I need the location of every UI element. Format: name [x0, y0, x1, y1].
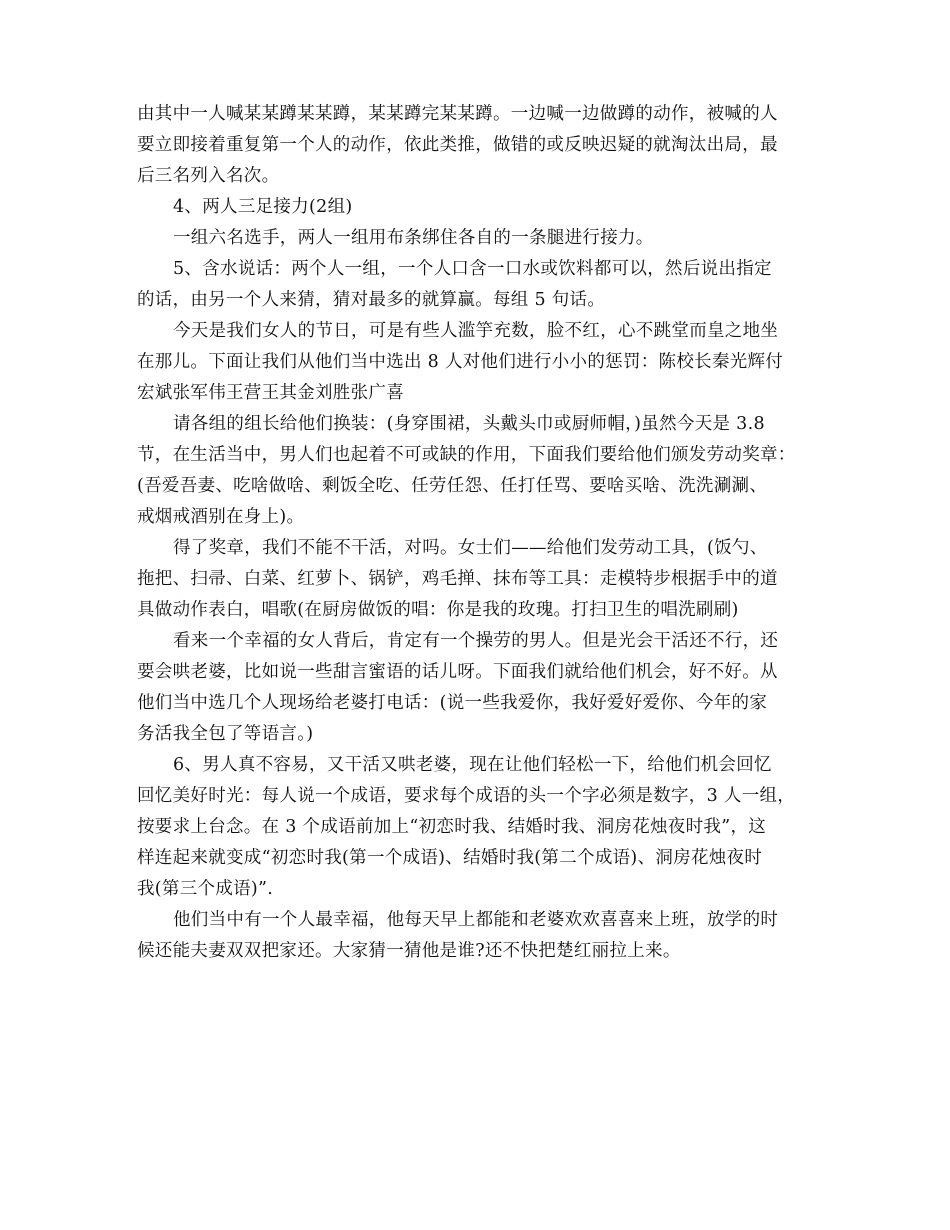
- text-line: 回忆美好时光：每人说一个成语，要求每个成语的头一个字必须是数字，3 人一组，: [137, 786, 796, 806]
- text-line: 请各组的组长给他们换装：(身穿围裙，头戴头巾或厨师帽，)虽然今天是 3.8: [173, 414, 765, 434]
- text-line: 5、含水说话：两个人一组，一个人口含一口水或饮料都可以，然后说出指定: [173, 259, 772, 279]
- text-line: 4、两人三足接力(2组): [173, 197, 353, 217]
- text-line: 候还能夫妻双双把家还。大家猜一猜他是谁?还不快把楚红丽拉上来。: [137, 941, 681, 961]
- text-line: 他们当中有一个人最幸福，他每天早上都能和老婆欢欢喜喜来上班，放学的时: [173, 910, 779, 930]
- text-line: 按要求上台念。在 3 个成语前加上“初恋时我、结婚时我、洞房花烛夜时我”，这: [137, 817, 767, 837]
- text-line: 宏斌张军伟王营王其金刘胜张广喜: [137, 383, 404, 403]
- text-line: 后三名列入名次。: [137, 166, 280, 186]
- text-line: 我(第三个成语)”.: [137, 879, 274, 899]
- document-body: [137, 99, 820, 967]
- paragraph: [137, 254, 820, 316]
- text-line: 要会哄老婆，比如说一些甜言蜜语的话儿呀。下面我们就给他们机会，好不好。从: [137, 662, 778, 682]
- paragraph: [137, 409, 820, 533]
- text-line: 戒烟戒酒别在身上)。: [137, 507, 305, 527]
- text-line: 在那儿。下面让我们从他们当中选出 8 人对他们进行小小的惩罚：陈校长秦光辉付: [137, 352, 784, 372]
- text-line: 节，在生活当中，男人们也起着不可或缺的作用，下面我们要给他们颁发劳动奖章：: [137, 445, 796, 465]
- text-line: 得了奖章，我们不能不干活，对吗。女士们——给他们发劳动工具，(饭勺、: [173, 538, 768, 558]
- text-line: 要立即接着重复第一个人的动作，依此类推，做错的或反映迟疑的就淘汰出局，最: [137, 135, 778, 155]
- text-line: 的话，由另一个人来猜，猜对最多的就算赢。每组 5 句话。: [137, 290, 606, 310]
- text-line: 6、男人真不容易，又干活又哄老婆，现在让他们轻松一下，给他们机会回忆: [173, 755, 772, 775]
- paragraph: [137, 626, 820, 750]
- paragraph: [137, 223, 820, 254]
- paragraph: [137, 192, 820, 223]
- text-line: 一组六名选手，两人一组用布条绑住各自的一条腿进行接力。: [173, 228, 654, 248]
- text-line: 今天是我们女人的节日，可是有些人滥竽充数，脸不红，心不跳堂而皇之地坐: [173, 321, 779, 341]
- text-line: 务活我全包了等语言。): [137, 724, 314, 744]
- paragraph: [137, 316, 820, 409]
- paragraph: [137, 99, 820, 192]
- text-line: 他们当中选几个人现场给老婆打电话：(说一些我爱你，我好爱好爱你、今年的家: [137, 693, 768, 713]
- text-line: 看来一个幸福的女人背后，肯定有一个操劳的男人。但是光会干活还不行，还: [173, 631, 779, 651]
- paragraph: [137, 905, 820, 967]
- text-line: 样连起来就变成“初恋时我(第一个成语)、结婚时我(第二个成语)、洞房花烛夜时: [137, 848, 763, 868]
- paragraph: [137, 750, 820, 905]
- text-line: 具做动作表白，唱歌(在厨房做饭的唱：你是我的玫瑰。打扫卫生的唱洗刷刷): [137, 600, 739, 620]
- text-line: 由其中一人喊某某蹲某某蹲，某某蹲完某某蹲。一边喊一边做蹲的动作，被喊的人: [137, 104, 778, 124]
- text-line: 拖把、扫帚、白菜、红萝卜、锅铲，鸡毛掸、抹布等工具：走模特步根据手中的道: [137, 569, 778, 589]
- paragraph: [137, 533, 820, 626]
- text-line: (吾爱吾妻、吃啥做啥、剩饭全吃、任劳任怨、任打任骂、要啥买啥、洗洗涮涮、: [137, 476, 768, 496]
